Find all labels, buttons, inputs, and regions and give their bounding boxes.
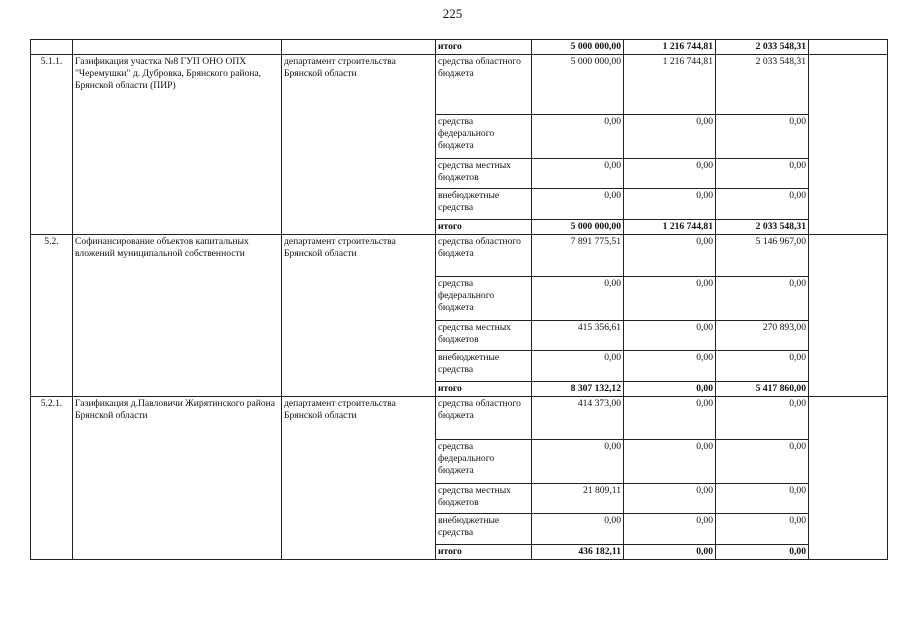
value-cell: 270 893,00: [716, 320, 809, 350]
value-cell: 0,00: [624, 381, 716, 396]
source-label: итого: [436, 381, 532, 396]
table-row: [31, 40, 888, 55]
item-name: Газификация участка №8 ГУП ОНО ОПХ "Черемушки" д. Дубровка, Брянского района, Брянской области (ПИР): [73, 54, 282, 234]
value-cell: 0,00: [532, 158, 624, 188]
value-cell: 0,00: [716, 544, 809, 559]
value-cell: 0,00: [624, 158, 716, 188]
value-cell: 0,00: [624, 188, 716, 219]
item-code: 5.2.: [31, 234, 73, 396]
cell-empty: [809, 40, 888, 55]
value-cell: 0,00: [532, 513, 624, 544]
value-cell: 0,00: [716, 114, 809, 158]
source-label: средства федерального бюджета: [436, 114, 532, 158]
value-cell: 0,00: [624, 439, 716, 483]
item-executor: департамент строительства Брянской области: [282, 396, 436, 559]
value-cell: 0,00: [624, 544, 716, 559]
source-label: средства местных бюджетов: [436, 483, 532, 513]
cell-empty: [809, 54, 888, 234]
value-cell: 0,00: [532, 276, 624, 320]
cell-empty: [809, 396, 888, 559]
value-cell: 5 146 967,00: [716, 234, 809, 276]
table-row: [31, 396, 888, 439]
value-cell: 0,00: [716, 439, 809, 483]
source-label: внебюджетные средства: [436, 188, 532, 219]
source-label: средства федерального бюджета: [436, 276, 532, 320]
value-cell: 0,00: [532, 350, 624, 381]
value-cell: 414 373,00: [532, 396, 624, 439]
value-cell: 0,00: [624, 114, 716, 158]
value-cell: 2 033 548,31: [716, 40, 809, 55]
value-cell: 1 216 744,81: [624, 40, 716, 55]
value-cell: 0,00: [532, 439, 624, 483]
value-cell: 2 033 548,31: [716, 219, 809, 234]
cell-empty: [282, 40, 436, 55]
source-label: внебюджетные средства: [436, 350, 532, 381]
value-cell: 0,00: [716, 483, 809, 513]
item-executor: департамент строительства Брянской области: [282, 234, 436, 396]
item-executor: департамент строительства Брянской области: [282, 54, 436, 234]
cell-empty: [31, 40, 73, 55]
value-cell: 7 891 775,51: [532, 234, 624, 276]
value-cell: 5 417 860,00: [716, 381, 809, 396]
source-label: внебюджетные средства: [436, 513, 532, 544]
source-label: средства местных бюджетов: [436, 158, 532, 188]
value-cell: 5 000 000,00: [532, 40, 624, 55]
item-code: 5.1.1.: [31, 54, 73, 234]
item-code: 5.2.1.: [31, 396, 73, 559]
source-label: средства областного бюджета: [436, 54, 532, 114]
source-label: средства местных бюджетов: [436, 320, 532, 350]
value-cell: 0,00: [624, 396, 716, 439]
value-cell: 1 216 744,81: [624, 54, 716, 114]
value-cell: 8 307 132,12: [532, 381, 624, 396]
value-cell: 0,00: [624, 483, 716, 513]
cell-empty: [809, 234, 888, 396]
value-cell: 5 000 000,00: [532, 54, 624, 114]
value-cell: 2 033 548,31: [716, 54, 809, 114]
value-cell: 0,00: [532, 188, 624, 219]
table-row: [31, 234, 888, 276]
source-label: итого: [436, 544, 532, 559]
value-cell: 0,00: [716, 350, 809, 381]
value-cell: 0,00: [624, 276, 716, 320]
value-cell: 5 000 000,00: [532, 219, 624, 234]
value-cell: 21 809,11: [532, 483, 624, 513]
value-cell: 0,00: [716, 158, 809, 188]
value-cell: 1 216 744,81: [624, 219, 716, 234]
value-cell: 0,00: [624, 513, 716, 544]
source-label: средства федерального бюджета: [436, 439, 532, 483]
source-label: итого: [436, 40, 532, 55]
value-cell: 0,00: [716, 188, 809, 219]
item-name: Софинансирование объектов капитальных вложений муниципальной собственности: [73, 234, 282, 396]
item-name: Газификация д.Павловичи Жирятинского района Брянской области: [73, 396, 282, 559]
table-row: [31, 54, 888, 114]
value-cell: 0,00: [624, 234, 716, 276]
value-cell: 436 182,11: [532, 544, 624, 559]
value-cell: 0,00: [716, 276, 809, 320]
source-label: средства областного бюджета: [436, 396, 532, 439]
budget-table: [30, 39, 888, 560]
value-cell: 0,00: [624, 320, 716, 350]
value-cell: 0,00: [716, 513, 809, 544]
value-cell: 415 356,61: [532, 320, 624, 350]
page-number: 225: [442, 6, 463, 21]
value-cell: 0,00: [532, 114, 624, 158]
source-label: средства областного бюджета: [436, 234, 532, 276]
source-label: итого: [436, 219, 532, 234]
value-cell: 0,00: [716, 396, 809, 439]
cell-empty: [73, 40, 282, 55]
value-cell: 0,00: [624, 350, 716, 381]
